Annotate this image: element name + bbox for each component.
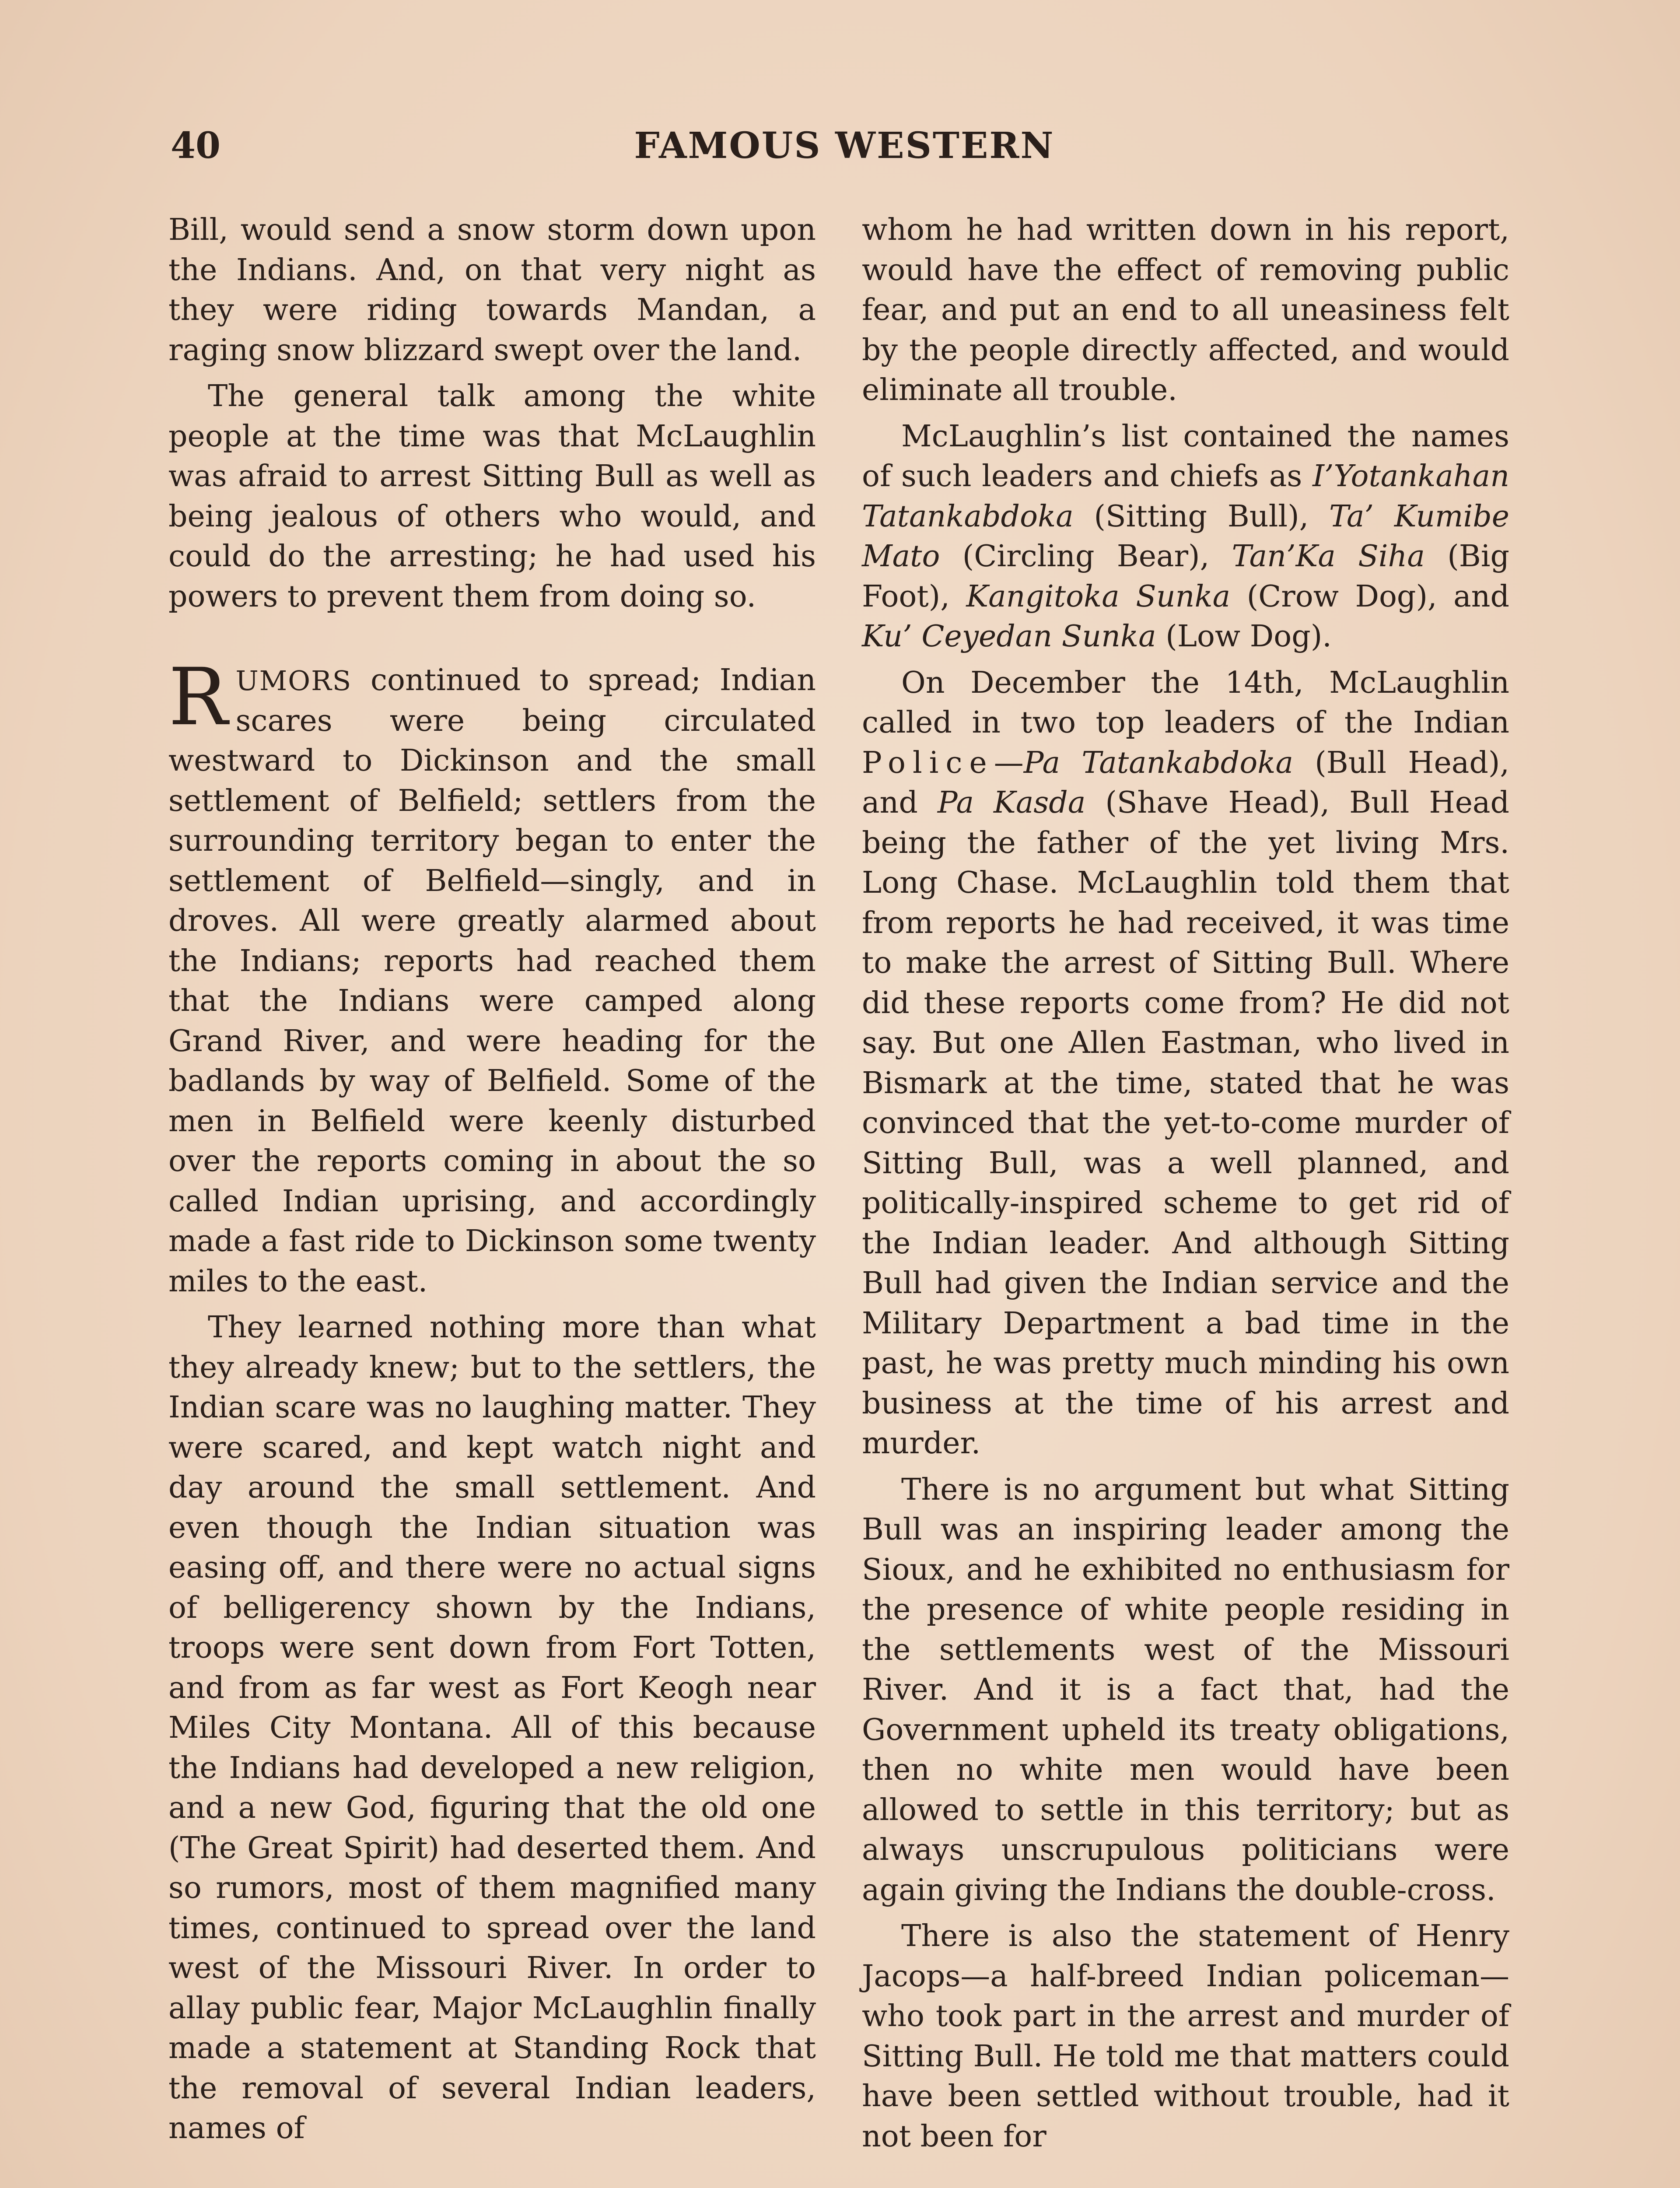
left-paragraph-3 [168, 652, 816, 1301]
indian-name-italic: Kangitoka Sunka [966, 579, 1231, 614]
magazine-title: FAMOUS WESTERN [634, 125, 1055, 167]
text-run: (Low Dog). [1156, 619, 1332, 654]
right-paragraph-4: There is no argument but what Sitting Bull was an inspiring leader among the Sioux, and he exhibited no enthusiasm for the presence of white people residing in the settlements west of the Missouri River. And it is a fact that, had the Government upheld its treaty obligations, then no white men would have been allowed to settle in this territory; but as always unscrupulous politicians were again giving the Indians the double-cross. [862, 1472, 1509, 1907]
indian-name-italic: Ku’ Ceyedan Sunka [862, 619, 1156, 654]
spaced-word-police: Police [862, 745, 994, 780]
right-paragraph-3 [862, 663, 1509, 1464]
text-run: (Shave Head), Bull Head being the father of the yet living Mrs. Long Chase. McLaughlin told them that from reports he had received, it was time to make the arrest of Sitting Bull. Where did these reports come from? He did not say. But one Allen Eastman, who lived in Bismark at the time, stated that he was convinced that the yet-to-come murder of Sitting Bull, was a well planned, and politically-inspired scheme to get rid of the Indian leader. And although Sitting Bull had given the Indian service and the Military Department a bad time in the past, he was pretty much minding his own business at the time of his arrest and murder. [862, 785, 1510, 1461]
small-caps-lead: UMORS [235, 665, 352, 697]
right-paragraph-1: whom he had written down in his report, would have the effect of removing public fear, and put an end to all uneasiness felt by the people directly affected, and would eliminate all trouble. [862, 213, 1509, 407]
text-run: — [994, 745, 1024, 780]
right-paragraph-2 [862, 417, 1509, 657]
text-run: (Sitting Bull), [1073, 499, 1329, 534]
text-run: On December the 14th, McLaughlin called in two top leaders of the Indian [862, 665, 1509, 740]
indian-name-italic: Pa Kasda [937, 785, 1086, 820]
text-run: McLaughlin’s list contained the names of such leaders and chiefs as [862, 419, 1509, 494]
text-run: (Crow Dog), and [1230, 579, 1509, 614]
left-paragraph-4: They learned nothing more than what they already knew; but to the settlers, the Indian scare was no laughing matter. They were scared, and kept watch night and day around the small settlement. And even though the Indian situation was easing off, and there were no actual signs of belligerency shown by the Indians, troops were sent down from Fort Totten, and from as far west as Fort Keogh near Miles City Montana. All of this because the Indians had developed a new religion, and a new God, figuring that the old one (The Great Spirit) had deserted them. And so rumors, most of them magnified many times, continued to spread over the land west of the Missouri River. In order to allay public fear, Major McLaughlin finally made a statement at Standing Rock that the removal of several Indian leaders, names of [168, 1310, 816, 2146]
indian-name-italic: Tan’Ka Siha [1232, 539, 1425, 574]
text-run: (Circling Bear), [940, 539, 1232, 574]
text-run: (Bull Head), and [862, 745, 1509, 820]
left-paragraph-3-text: continued to spread; Indian scares were being circulated westward to Dickinson and the small settlement of Belfield; settlers from the surrounding territory began to enter the settlement of Belfield—singly, and in droves. All were greatly alarmed about the Indians; reports had reached them that the Indians were camped along Grand River, and were heading for the badlands by way of Belfield. Some of the men in Belfield were keenly disturbed over the reports coming in about the so called Indian uprising, and accordingly made a fast ride to Dickinson some twenty miles to the east. [168, 663, 816, 1299]
drop-cap: R [168, 652, 228, 743]
left-column [168, 210, 816, 2149]
text-run: (Big Foot), [862, 539, 1509, 614]
indian-name-italic: I’Yotankahan Tatankabdoka [862, 459, 1509, 534]
left-paragraph-1: Bill, would send a snow storm down upon the Indians. And, on that very night as they were riding towards Mandan, a raging snow blizzard swept over the land. [168, 213, 816, 368]
right-paragraph-5: There is also the statement of Henry Jacops—a half-breed Indian policeman—who took part in the arrest and murder of Sitting Bull. He told me that matters could have been settled without trouble, had it not been for [862, 1919, 1509, 2154]
left-paragraph-2: The general talk among the white people at the time was that McLaughlin was afraid to arrest Sitting Bull as well as being jealous of others who would, and could do the arresting; he had used his powers to prevent them from doing so. [168, 379, 816, 614]
page-number: 40 [171, 125, 221, 167]
right-column [862, 210, 1509, 2156]
indian-name-italic: Ta’ Kumibe Mato [862, 499, 1509, 574]
page-header [171, 125, 1518, 177]
indian-name-italic: Pa Tatankabdoka [1023, 745, 1293, 780]
